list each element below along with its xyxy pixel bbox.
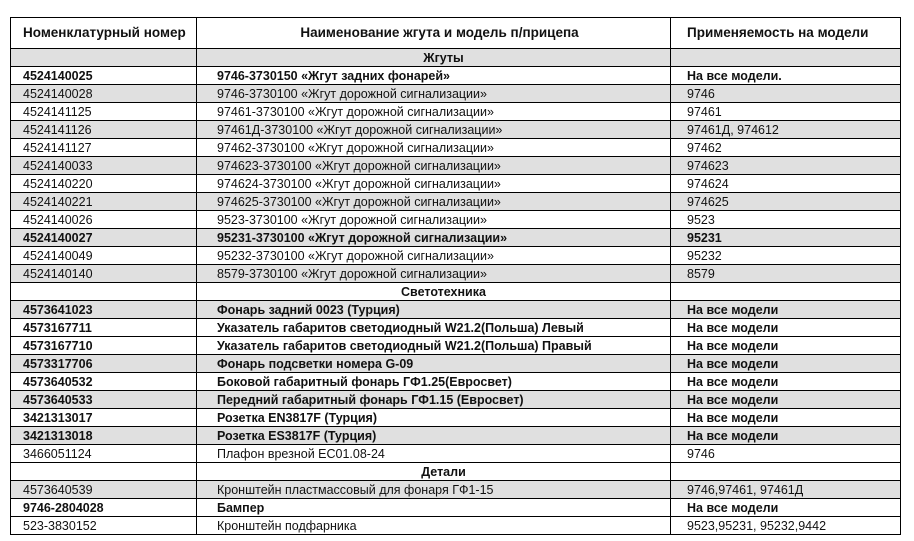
table-row (11, 517, 901, 535)
part-models: 95231 (671, 229, 901, 247)
table-row (11, 85, 901, 103)
part-models: 97461 (671, 103, 901, 121)
table-row (11, 157, 901, 175)
part-number: 3466051124 (11, 445, 197, 463)
table-row (11, 319, 901, 337)
part-models: 974625 (671, 193, 901, 211)
section-title: Детали (197, 463, 671, 481)
part-number: 4524140221 (11, 193, 197, 211)
part-name: Бампер (197, 499, 671, 517)
part-number: 4524141126 (11, 121, 197, 139)
part-models: 97462 (671, 139, 901, 157)
part-models: На все модели (671, 427, 901, 445)
part-name: Указатель габаритов светодиодный W21.2(Польша) Правый (197, 337, 671, 355)
part-number: 4524140140 (11, 265, 197, 283)
part-number: 4573167711 (11, 319, 197, 337)
part-name: Розетка EN3817F (Турция) (197, 409, 671, 427)
part-name: 974624-3730100 «Жгут дорожной сигнализации» (197, 175, 671, 193)
part-models: На все модели (671, 337, 901, 355)
part-models: На все модели. (671, 67, 901, 85)
part-models: 97461Д, 974612 (671, 121, 901, 139)
table-row (11, 355, 901, 373)
part-name: 95232-3730100 «Жгут дорожной сигнализации» (197, 247, 671, 265)
table-row (11, 175, 901, 193)
part-number: 4524140028 (11, 85, 197, 103)
table-row (11, 211, 901, 229)
section-title: Жгуты (197, 49, 671, 67)
header-row (11, 18, 901, 49)
table-row (11, 67, 901, 85)
part-name: Кронштейн подфарника (197, 517, 671, 535)
part-models: На все модели (671, 373, 901, 391)
table-row (11, 409, 901, 427)
part-models: На все модели (671, 319, 901, 337)
table-row (11, 121, 901, 139)
section-cell-empty (11, 463, 197, 481)
part-name: Кронштейн пластмассовый для фонаря ГФ1-15 (197, 481, 671, 499)
section-cell-empty (671, 283, 901, 301)
part-name: 974625-3730100 «Жгут дорожной сигнализации» (197, 193, 671, 211)
part-name: Указатель габаритов светодиодный W21.2(Польша) Левый (197, 319, 671, 337)
part-models: 9523,95231, 95232,9442 (671, 517, 901, 535)
table-row (11, 427, 901, 445)
part-number: 4573640532 (11, 373, 197, 391)
table-row (11, 265, 901, 283)
part-number: 4524140033 (11, 157, 197, 175)
part-name: 95231-3730100 «Жгут дорожной сигнализации» (197, 229, 671, 247)
part-models: 9746 (671, 445, 901, 463)
section-cell-empty (671, 49, 901, 67)
part-number: 4524140026 (11, 211, 197, 229)
part-number: 4573167710 (11, 337, 197, 355)
part-models: 974623 (671, 157, 901, 175)
part-models: 9523 (671, 211, 901, 229)
table-row (11, 499, 901, 517)
part-name: Передний габаритный фонарь ГФ1.15 (Евросвет) (197, 391, 671, 409)
part-models: 974624 (671, 175, 901, 193)
section-header-row (11, 283, 901, 301)
table-row (11, 193, 901, 211)
part-number: 9746-2804028 (11, 499, 197, 517)
part-models: На все модели (671, 355, 901, 373)
part-models: 95232 (671, 247, 901, 265)
table-row (11, 229, 901, 247)
part-number: 4524140220 (11, 175, 197, 193)
part-name: 9523-3730100 «Жгут дорожной сигнализации» (197, 211, 671, 229)
table-body (11, 49, 901, 535)
part-number: 4524141127 (11, 139, 197, 157)
part-models: На все модели (671, 499, 901, 517)
section-cell-empty (671, 463, 901, 481)
table-row (11, 301, 901, 319)
table-row (11, 139, 901, 157)
part-models: 9746,97461, 97461Д (671, 481, 901, 499)
table-row (11, 445, 901, 463)
table-row (11, 391, 901, 409)
table-row (11, 373, 901, 391)
part-number: 4524141125 (11, 103, 197, 121)
part-name: 9746-3730150 «Жгут задних фонарей» (197, 67, 671, 85)
parts-table (10, 17, 901, 535)
part-name: 9746-3730100 «Жгут дорожной сигнализации» (197, 85, 671, 103)
part-name: 97461Д-3730100 «Жгут дорожной сигнализации» (197, 121, 671, 139)
part-name: Фонарь задний 0023 (Турция) (197, 301, 671, 319)
part-number: 4573641023 (11, 301, 197, 319)
section-header-row (11, 49, 901, 67)
part-models: На все модели (671, 409, 901, 427)
part-number: 4573640539 (11, 481, 197, 499)
part-name: Розетка ES3817F (Турция) (197, 427, 671, 445)
part-number: 3421313018 (11, 427, 197, 445)
part-models: 8579 (671, 265, 901, 283)
header-models: Применяемость на модели (671, 18, 901, 49)
section-cell-empty (11, 283, 197, 301)
header-number: Номенклатурный номер (11, 18, 197, 49)
part-number: 4524140027 (11, 229, 197, 247)
table-row (11, 103, 901, 121)
part-name: 974623-3730100 «Жгут дорожной сигнализации» (197, 157, 671, 175)
section-cell-empty (11, 49, 197, 67)
part-name: 97461-3730100 «Жгут дорожной сигнализации» (197, 103, 671, 121)
table-row (11, 481, 901, 499)
part-number: 3421313017 (11, 409, 197, 427)
header-name: Наименование жгута и модель п/прицепа (197, 18, 671, 49)
part-name: Фонарь подсветки номера G-09 (197, 355, 671, 373)
part-models: На все модели (671, 301, 901, 319)
section-header-row (11, 463, 901, 481)
part-name: 97462-3730100 «Жгут дорожной сигнализации» (197, 139, 671, 157)
part-number: 523-3830152 (11, 517, 197, 535)
part-number: 4524140025 (11, 67, 197, 85)
table-row (11, 337, 901, 355)
part-models: На все модели (671, 391, 901, 409)
part-name: Боковой габаритный фонарь ГФ1.25(Евросвет) (197, 373, 671, 391)
table-row (11, 247, 901, 265)
part-number: 4524140049 (11, 247, 197, 265)
part-name: 8579-3730100 «Жгут дорожной сигнализации» (197, 265, 671, 283)
part-number: 4573640533 (11, 391, 197, 409)
part-number: 4573317706 (11, 355, 197, 373)
part-name: Плафон врезной ЕС01.08-24 (197, 445, 671, 463)
part-models: 9746 (671, 85, 901, 103)
section-title: Светотехника (197, 283, 671, 301)
